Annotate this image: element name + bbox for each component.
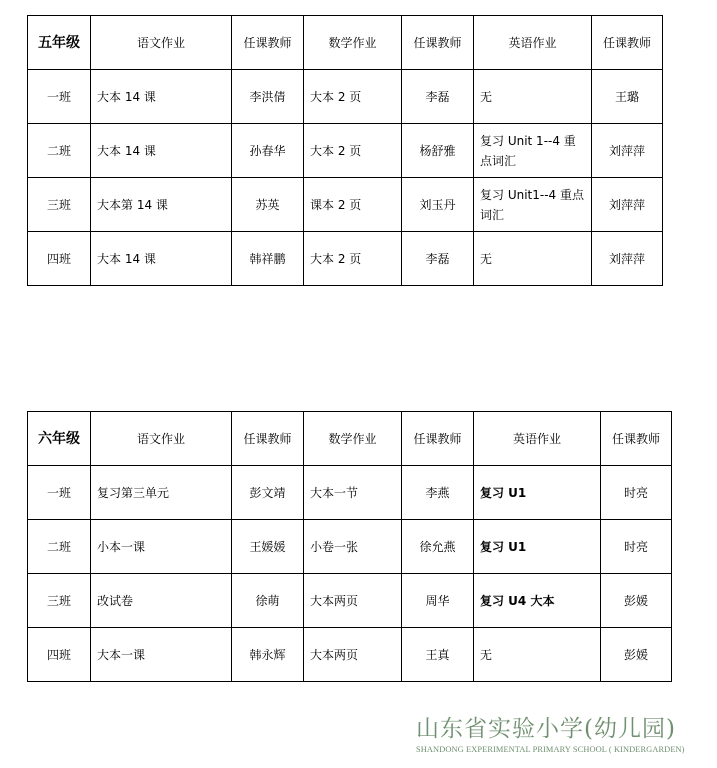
class-name: 四班: [28, 628, 91, 682]
table-row: [28, 520, 672, 574]
english-homework: 无: [474, 232, 592, 286]
chinese-teacher: 徐萌: [232, 574, 304, 628]
table-row: [28, 628, 672, 682]
chinese-homework: 大本 14 课: [91, 70, 232, 124]
english-homework: 无: [474, 628, 601, 682]
chinese-teacher: 苏英: [232, 178, 304, 232]
header-teacher: 任课教师: [601, 412, 672, 466]
english-homework: 复习 Unit 1--4 重点词汇: [474, 124, 592, 178]
grade6-homework-table: [27, 411, 672, 682]
table-header-row: [28, 412, 672, 466]
class-name: 三班: [28, 178, 91, 232]
math-teacher: 李磊: [402, 232, 474, 286]
english-teacher: 王璐: [592, 70, 663, 124]
table-row: [28, 232, 663, 286]
math-teacher: 徐允燕: [402, 520, 474, 574]
table-row: [28, 178, 663, 232]
english-homework: 无: [474, 70, 592, 124]
grade-label: 五年级: [28, 16, 91, 70]
chinese-homework: 大本第 14 课: [91, 178, 232, 232]
header-teacher: 任课教师: [232, 412, 304, 466]
class-name: 一班: [28, 70, 91, 124]
math-teacher: 李燕: [402, 466, 474, 520]
header-math-homework: 数学作业: [304, 412, 402, 466]
math-homework: 大本两页: [304, 574, 402, 628]
header-english-homework: 英语作业: [474, 412, 601, 466]
math-teacher: 王真: [402, 628, 474, 682]
chinese-homework: 大本 14 课: [91, 124, 232, 178]
chinese-homework: 改试卷: [91, 574, 232, 628]
header-chinese-homework: 语文作业: [91, 16, 232, 70]
class-name: 三班: [28, 574, 91, 628]
chinese-teacher: 孙春华: [232, 124, 304, 178]
header-teacher: 任课教师: [402, 16, 474, 70]
class-name: 一班: [28, 466, 91, 520]
math-teacher: 周华: [402, 574, 474, 628]
english-teacher: 刘萍萍: [592, 178, 663, 232]
math-homework: 大本 2 页: [304, 232, 402, 286]
chinese-teacher: 韩永辉: [232, 628, 304, 682]
english-teacher: 刘萍萍: [592, 124, 663, 178]
chinese-homework: 大本 14 课: [91, 232, 232, 286]
english-teacher: 刘萍萍: [592, 232, 663, 286]
grade-label: 六年级: [28, 412, 91, 466]
math-teacher: 李磊: [402, 70, 474, 124]
math-homework: 小卷一张: [304, 520, 402, 574]
class-name: 二班: [28, 520, 91, 574]
header-teacher: 任课教师: [402, 412, 474, 466]
chinese-teacher: 韩祥鹏: [232, 232, 304, 286]
header-math-homework: 数学作业: [304, 16, 402, 70]
table-row: [28, 70, 663, 124]
english-teacher: 时亮: [601, 466, 672, 520]
english-teacher: 彭媛: [601, 628, 672, 682]
english-teacher: 时亮: [601, 520, 672, 574]
class-name: 四班: [28, 232, 91, 286]
table-row: [28, 124, 663, 178]
table-row: [28, 466, 672, 520]
math-homework: 大本 2 页: [304, 124, 402, 178]
chinese-teacher: 王媛媛: [232, 520, 304, 574]
header-english-homework: 英语作业: [474, 16, 592, 70]
school-name-chinese: 山东省实验小学(幼儿园): [416, 716, 676, 742]
header-teacher: 任课教师: [232, 16, 304, 70]
math-teacher: 杨舒雅: [402, 124, 474, 178]
class-name: 二班: [28, 124, 91, 178]
table-row: [28, 574, 672, 628]
chinese-homework: 大本一课: [91, 628, 232, 682]
math-teacher: 刘玉丹: [402, 178, 474, 232]
english-homework: 复习 Unit1--4 重点词汇: [474, 178, 592, 232]
english-homework: 复习 U4 大本: [474, 574, 601, 628]
math-homework: 课本 2 页: [304, 178, 402, 232]
chinese-homework: 复习第三单元: [91, 466, 232, 520]
chinese-homework: 小本一课: [91, 520, 232, 574]
header-teacher: 任课教师: [592, 16, 663, 70]
math-homework: 大本 2 页: [304, 70, 402, 124]
school-name-english: SHANDONG EXPERIMENTAL PRIMARY SCHOOL ( KINDERGARDEN): [416, 745, 685, 754]
english-teacher: 彭媛: [601, 574, 672, 628]
header-chinese-homework: 语文作业: [91, 412, 232, 466]
chinese-teacher: 彭文靖: [232, 466, 304, 520]
english-homework: 复习 U1: [474, 466, 601, 520]
school-logo: [416, 714, 710, 756]
table-header-row: [28, 16, 663, 70]
chinese-teacher: 李洪倩: [232, 70, 304, 124]
grade5-homework-table: [27, 15, 663, 286]
math-homework: 大本一节: [304, 466, 402, 520]
english-homework: 复习 U1: [474, 520, 601, 574]
math-homework: 大本两页: [304, 628, 402, 682]
